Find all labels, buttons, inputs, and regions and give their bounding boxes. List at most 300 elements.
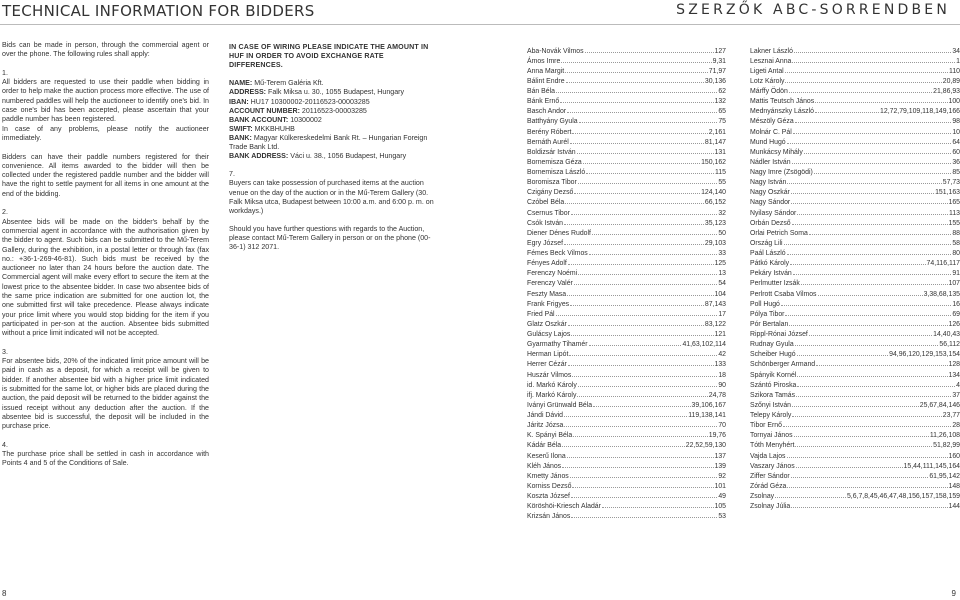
index-page-numbers: 107 (948, 280, 960, 288)
index-entry (527, 258, 726, 268)
index-page-numbers: 60 (952, 148, 960, 156)
index-entry (527, 208, 726, 218)
index-entry (527, 177, 726, 187)
index-page-numbers: 51,82,99 (933, 442, 960, 450)
index-entry (750, 339, 960, 349)
index-dot-leader (577, 147, 714, 154)
index-entry (527, 137, 726, 147)
index-author-name: Orlai Petrich Soma (750, 229, 808, 237)
index-author-name: Nyilasy Sándor (750, 209, 797, 217)
index-dot-leader (568, 319, 704, 326)
bank-detail-label: NAME: (229, 79, 253, 88)
bank-detail-value: 10300002 (288, 115, 322, 124)
index-author-name: Fried Pál (527, 310, 555, 318)
index-entry (750, 248, 960, 258)
index-entry (750, 46, 960, 56)
index-entry (527, 410, 726, 420)
index-entry (527, 127, 726, 137)
index-author-name: Nádler István (750, 158, 791, 166)
index-entry (527, 329, 726, 339)
index-page-numbers: 16 (952, 300, 960, 308)
index-author-name: Ország Lili (750, 239, 783, 247)
author-index-right (750, 46, 960, 512)
index-page-numbers: 128 (948, 361, 960, 369)
index-entry (527, 481, 726, 491)
index-entry (750, 380, 960, 390)
index-entry (750, 440, 960, 450)
index-dot-leader (795, 440, 932, 447)
index-dot-leader (562, 440, 685, 447)
index-entry (750, 390, 960, 400)
index-page-numbers: 101 (714, 482, 726, 490)
index-dot-leader (816, 359, 947, 366)
index-dot-leader (794, 430, 929, 437)
index-dot-leader (578, 177, 718, 184)
index-author-name: Egry József (527, 239, 563, 247)
index-entry (750, 471, 960, 481)
index-author-name: Telepy Károly (750, 412, 792, 419)
index-entry (527, 319, 726, 329)
index-page-numbers: 17 (718, 310, 726, 318)
index-entry (750, 56, 960, 66)
index-page-numbers: 85 (952, 169, 960, 176)
index-author-name: Krizsán János (527, 513, 571, 521)
index-entry (750, 157, 960, 167)
index-dot-leader (583, 157, 700, 164)
index-dot-leader (814, 167, 952, 174)
index-page-numbers: 13 (718, 270, 726, 278)
index-entry (750, 238, 960, 248)
index-author-name: Molnár C. Pál (750, 128, 792, 136)
index-author-name: Pátkó Károly (750, 260, 790, 268)
index-page-numbers: 104 (714, 290, 726, 298)
index-page-numbers: 62 (718, 88, 726, 95)
index-author-name: Ziffer Sándor (750, 472, 790, 480)
index-page-numbers: 125 (714, 260, 726, 268)
index-author-name: Pór Bertalan (750, 320, 789, 328)
index-entry (750, 349, 960, 359)
index-dot-leader (795, 116, 952, 123)
index-dot-leader (809, 228, 952, 235)
index-author-name: Ligeti Antal (750, 67, 784, 75)
bank-detail-label: BANK ACCOUNT: (229, 115, 289, 124)
index-entry (750, 76, 960, 86)
bidding-rules-column (2, 41, 209, 478)
index-author-name: Pekáry István (750, 270, 792, 278)
index-entry (750, 116, 960, 126)
bank-detail-label: BANK: (229, 133, 252, 142)
index-entry (750, 329, 960, 339)
index-dot-leader (789, 86, 932, 93)
index-entry (527, 359, 726, 369)
index-dot-leader (572, 481, 713, 488)
payment-info-column (229, 43, 436, 261)
index-page-numbers: 21,86,93 (933, 88, 960, 95)
index-author-name: Czigány Dezső (527, 189, 574, 197)
index-entry (527, 147, 726, 157)
index-page-numbers: 121 (714, 331, 726, 338)
index-entry (527, 501, 726, 511)
index-page-numbers: 165 (948, 199, 960, 207)
index-dot-leader (796, 461, 903, 468)
index-author-name: Keserű Ilona (527, 452, 566, 460)
bank-detail-line (229, 125, 436, 134)
index-entry (527, 46, 726, 56)
index-entry (527, 289, 726, 299)
index-page-numbers: 75 (718, 118, 726, 126)
index-entry (750, 127, 960, 137)
index-page-numbers: 22,52,59,130 (685, 442, 726, 450)
index-page-numbers: 54 (718, 280, 726, 288)
index-entry (750, 167, 960, 177)
index-dot-leader (572, 127, 707, 134)
index-entry (527, 511, 726, 521)
index-entry (527, 187, 726, 197)
index-entry (750, 228, 960, 238)
index-entry (527, 349, 726, 359)
index-page-numbers: 15,44,111,145,164 (903, 462, 960, 470)
index-author-name: Tibor Ernő (750, 422, 782, 430)
index-dot-leader (567, 289, 713, 296)
index-entry (750, 137, 960, 147)
index-dot-leader (589, 248, 718, 255)
index-dot-leader (787, 248, 952, 255)
index-author-name: Boromisza Tibor (527, 179, 577, 187)
index-author-name: Herrer Cézár (527, 361, 567, 369)
index-author-name: Munkácsy Mihály (750, 148, 803, 156)
rules-paragraph: Bids can be made in person, through the commercial agent or over the phone. The following rules shall apply: (2, 41, 209, 59)
index-page-numbers: 139 (714, 462, 726, 470)
index-dot-leader (801, 278, 948, 285)
index-dot-leader (797, 349, 889, 356)
bank-detail-label: BANK ADDRESS: (229, 152, 289, 161)
index-dot-leader (793, 127, 952, 134)
index-page-numbers: 105 (714, 503, 726, 511)
index-entry (527, 197, 726, 207)
index-entry (527, 451, 726, 461)
bank-detail-value: Falk Miksa u. 30., 1055 Budapest, Hungary (266, 88, 405, 97)
index-entry (750, 410, 960, 420)
index-dot-leader (571, 491, 717, 498)
index-dot-leader (574, 278, 718, 285)
index-dot-leader (568, 359, 714, 366)
index-entry (527, 157, 726, 167)
index-dot-leader (785, 66, 948, 73)
index-entry (527, 56, 726, 66)
index-page-numbers: 50 (718, 229, 726, 237)
index-author-name: Szikora Tamás (750, 391, 796, 399)
index-entry (527, 116, 726, 126)
index-entry (750, 177, 960, 187)
index-author-name: Iványi Grünwald Béla (527, 401, 593, 409)
index-dot-leader (556, 86, 717, 93)
index-entry (527, 278, 726, 288)
index-dot-leader (791, 471, 929, 478)
index-author-name: Vajda Lajos (750, 452, 786, 460)
index-dot-leader (567, 106, 717, 113)
index-entry (527, 400, 726, 410)
index-dot-leader (571, 329, 713, 336)
bank-detail-value: 20116523-00003285 (299, 106, 367, 115)
index-author-name: Ferenczy Valér (527, 280, 573, 288)
index-page-numbers: 28 (952, 422, 960, 430)
index-page-numbers: 24,78 (708, 391, 726, 399)
index-dot-leader (792, 157, 952, 164)
page-number-left: 8 (2, 589, 7, 598)
index-dot-leader (792, 400, 919, 407)
index-author-name: Lakner László (750, 47, 793, 55)
rules-paragraph: Bidders can have their paddle numbers registered for their convenience. All items awarded to the bidder will then be collected under the registered paddle number and the bidder will have the right to settle payment for all items in one amount at the end of the bidding. (2, 152, 209, 198)
index-dot-leader (795, 339, 939, 346)
index-dot-leader (602, 501, 714, 508)
index-author-name: Csók István (527, 219, 563, 227)
index-page-numbers: 94,96,120,129,153,154 (889, 351, 960, 359)
index-author-name: Márffy Ödön (750, 88, 788, 95)
index-entry (527, 370, 726, 380)
index-page-numbers: 11,26,108 (929, 432, 960, 440)
index-entry (527, 268, 726, 278)
index-dot-leader (792, 56, 955, 63)
index-entry (750, 309, 960, 319)
index-author-name: Szántó Piroska (750, 381, 797, 389)
index-author-name: Pólya Tibor (750, 310, 785, 318)
index-page-numbers: 39,106,167 (691, 401, 726, 409)
index-dot-leader (787, 177, 941, 184)
index-dot-leader (589, 339, 682, 346)
index-entry (750, 299, 960, 309)
index-author-name: Bánk Ernő (527, 98, 560, 106)
bank-details (229, 79, 436, 161)
index-author-name: Batthyány Gyula (527, 118, 578, 126)
index-dot-leader (784, 238, 952, 245)
index-dot-leader (556, 309, 718, 316)
index-author-name: Lotz Károly (750, 77, 785, 85)
index-dot-leader (787, 137, 952, 144)
index-author-name: Perlrott Csaba Vilmos (750, 290, 817, 298)
bank-detail-label: SWIFT: (229, 124, 253, 133)
index-dot-leader (592, 228, 717, 235)
index-author-name: Nagy István (750, 179, 787, 187)
index-page-numbers: 9,31 (712, 57, 726, 65)
index-entry (527, 390, 726, 400)
bank-detail-value: MKKBHUHB (252, 124, 295, 133)
index-page-numbers: 134 (948, 371, 960, 379)
index-dot-leader (791, 501, 947, 508)
index-dot-leader (574, 187, 700, 194)
index-dot-leader (573, 430, 708, 437)
index-dot-leader (564, 410, 687, 417)
index-author-name: Perlmutter Izsák (750, 280, 800, 288)
index-author-name: Zsolnay Júlia (750, 503, 791, 511)
index-entry (750, 400, 960, 410)
index-dot-leader (787, 451, 948, 458)
index-author-name: Bán Béla (527, 88, 555, 95)
index-dot-leader (578, 268, 717, 275)
index-page-numbers: 19,76 (708, 432, 726, 440)
index-entry (750, 187, 960, 197)
index-author-name: Nagy Imre (Zsögödi) (750, 169, 813, 176)
index-author-name: Fémes Beck Vilmos (527, 250, 588, 257)
index-dot-leader (809, 329, 932, 336)
index-entry (750, 218, 960, 228)
index-entry (527, 471, 726, 481)
index-entry (527, 420, 726, 430)
index-author-name: Basch Andor (527, 108, 567, 116)
index-dot-leader (568, 258, 714, 265)
index-dot-leader (571, 208, 717, 215)
index-author-name: Poll Hugó (750, 300, 780, 308)
index-dot-leader (564, 218, 704, 225)
index-dot-leader (570, 471, 718, 478)
index-entry (750, 501, 960, 511)
index-author-name: Mattis Teutsch János (750, 98, 815, 106)
index-author-name: Scheiber Hugó (750, 351, 796, 359)
index-author-name: Boldizsár István (527, 148, 576, 156)
index-author-name: Szőnyi István (750, 401, 791, 409)
index-entry (750, 258, 960, 268)
index-entry (527, 228, 726, 238)
index-page-numbers: 2,161 (708, 128, 726, 136)
rules-paragraph: 2. Absentee bids will be made on the bidder's behalf by the commercial agent in accordance with the authorisation given by the bidder to agent. Such bids can be submitted to the Mű-Terem Gallery, during the exhibition, in a postal letter or through fax (fax no.: +36-1-269-46-81). Such bids must be received by the auctioneer no later than 24 hours before the auction date. The Commercial agent will make every effort to secure the item at the lowest price to the absentee bidder. In case two absentee bids of the same price indication are submitted for one auction lot, the one submitted first will take precedence. Please always indicate your price limit where you would stop bidding for the item if you participated in per-son at the auction. Absentee bids submitted without a price limit indicated will not be accepted. (2, 208, 209, 338)
index-author-name: Schönberger Armand (750, 361, 816, 369)
index-dot-leader (567, 451, 714, 458)
page-header (0, 0, 960, 26)
index-author-name: Bálint Endre (527, 77, 565, 85)
index-page-numbers: 3,38,68,135 (923, 290, 960, 298)
index-dot-leader (564, 238, 704, 245)
index-author-name: Köröshöi-Kriesch Aladár (527, 503, 601, 511)
index-page-numbers: 58 (952, 239, 960, 247)
index-page-numbers: 160 (948, 452, 960, 460)
index-page-numbers: 148 (948, 482, 960, 490)
index-dot-leader (569, 349, 717, 356)
index-page-numbers: 56,112 (939, 341, 960, 349)
index-page-numbers: 126 (948, 320, 960, 328)
index-page-numbers: 155 (948, 219, 960, 227)
index-entry (750, 268, 960, 278)
index-entry (527, 461, 726, 471)
bank-detail-value: HU17 10300002-20116523-00003285 (248, 97, 370, 106)
index-page-numbers: 113 (949, 209, 960, 217)
index-page-numbers: 88 (952, 229, 960, 237)
header-divider (0, 24, 960, 25)
index-entry (527, 218, 726, 228)
index-author-name: Tóth Menyhért (750, 442, 795, 450)
index-page-numbers: 32 (718, 209, 726, 217)
rules-paragraph: 1. All bidders are requested to use their paddle when bidding in order to help make the auction process more effective. The use of numbered paddles will help the auctioneer to identify one's bid. In case one's bid has been accepted, please ascertain that your paddle number has been registered. In case of any problems, please notify the auctioneer immediately. (2, 68, 209, 142)
index-dot-leader (561, 56, 711, 63)
bank-detail-label: ACCOUNT NUMBER: (229, 106, 300, 115)
index-dot-leader (787, 481, 947, 488)
index-author-name: Fényes Adolf (527, 260, 567, 268)
index-page-numbers: 36 (952, 158, 960, 166)
index-entry (527, 299, 726, 309)
index-author-name: Czóbel Béla (527, 199, 565, 207)
index-entry (750, 106, 960, 116)
index-entry (750, 289, 960, 299)
index-entry (750, 491, 960, 501)
index-dot-leader (804, 147, 951, 154)
index-page-numbers: 49 (718, 493, 726, 500)
bank-detail-line (229, 107, 436, 116)
index-page-numbers: 1 (956, 57, 960, 65)
index-author-name: Frank Frigyes (527, 300, 570, 308)
index-dot-leader (790, 258, 925, 265)
index-author-name: Bornemisza László (527, 169, 586, 176)
index-author-name: Kmetty János (527, 472, 569, 480)
index-entry (527, 106, 726, 116)
index-dot-leader (797, 370, 947, 377)
index-author-name: Diener Dénes Rudolf (527, 229, 591, 237)
index-page-numbers: 124,140 (701, 189, 726, 197)
index-page-numbers: 132 (714, 98, 726, 106)
index-entry (527, 430, 726, 440)
index-dot-leader (815, 106, 879, 113)
index-author-name: Bernáth Aurél (527, 138, 569, 146)
index-entry (750, 420, 960, 430)
bank-detail-value: Mű-Terem Galéria Kft. (252, 79, 324, 88)
index-dot-leader (783, 420, 951, 427)
index-dot-leader (797, 380, 955, 387)
index-author-name: Kádár Béla (527, 442, 562, 450)
index-page-numbers: 55 (718, 179, 726, 187)
index-page-numbers: 33 (718, 250, 726, 257)
bank-detail-line (229, 134, 436, 152)
index-page-numbers: 151,163 (935, 189, 960, 197)
bank-detail-label: ADDRESS: (229, 88, 267, 97)
index-page-numbers: 81,147 (704, 138, 726, 146)
index-author-name: Kléh János (527, 462, 562, 470)
index-dot-leader (794, 46, 951, 53)
index-author-name: Bornemisza Géza (527, 158, 582, 166)
index-entry (750, 86, 960, 96)
index-page-numbers: 61,95,142 (929, 472, 960, 480)
index-entry (527, 380, 726, 390)
index-entry (527, 96, 726, 106)
wiring-caps-heading: IN CASE OF WIRING PLEASE INDICATE THE AMOUNT IN HUF IN ORDER TO AVOID EXCHANGE RATE DIFFERENCES. (229, 43, 429, 70)
index-author-name: Berény Róbert (527, 128, 572, 136)
bank-detail-line (229, 88, 436, 97)
page-number-right: 9 (951, 589, 956, 598)
index-author-name: Járitz Józsa (527, 422, 564, 430)
index-dot-leader (578, 380, 718, 387)
header-left-title: TECHNICAL INFORMATION FOR BIDDERS (2, 2, 315, 20)
index-dot-leader (785, 76, 941, 83)
index-page-numbers: 30,136 (704, 77, 726, 85)
index-dot-leader (586, 167, 714, 174)
index-page-numbers: 80 (952, 250, 960, 257)
index-author-name: Mund Hugó (750, 138, 786, 146)
index-author-name: Csernus Tibor (527, 209, 570, 217)
index-author-name: Spányik Kornél (750, 371, 797, 379)
index-entry (527, 491, 726, 501)
index-page-numbers: 115 (715, 169, 726, 176)
author-index-left (527, 46, 726, 522)
index-entry (750, 481, 960, 491)
index-page-numbers: 144 (948, 503, 960, 511)
index-dot-leader (570, 299, 704, 306)
index-page-numbers: 110 (949, 67, 960, 75)
index-author-name: Zsolnay (750, 493, 775, 500)
index-entry (750, 96, 960, 106)
index-page-numbers: 70 (718, 422, 726, 430)
index-page-numbers: 92 (718, 472, 726, 480)
index-dot-leader (585, 46, 714, 53)
index-page-numbers: 66,152 (704, 199, 726, 207)
index-author-name: Orbán Dezső (750, 219, 791, 227)
index-entry (527, 86, 726, 96)
index-page-numbers: 83,122 (704, 320, 726, 328)
